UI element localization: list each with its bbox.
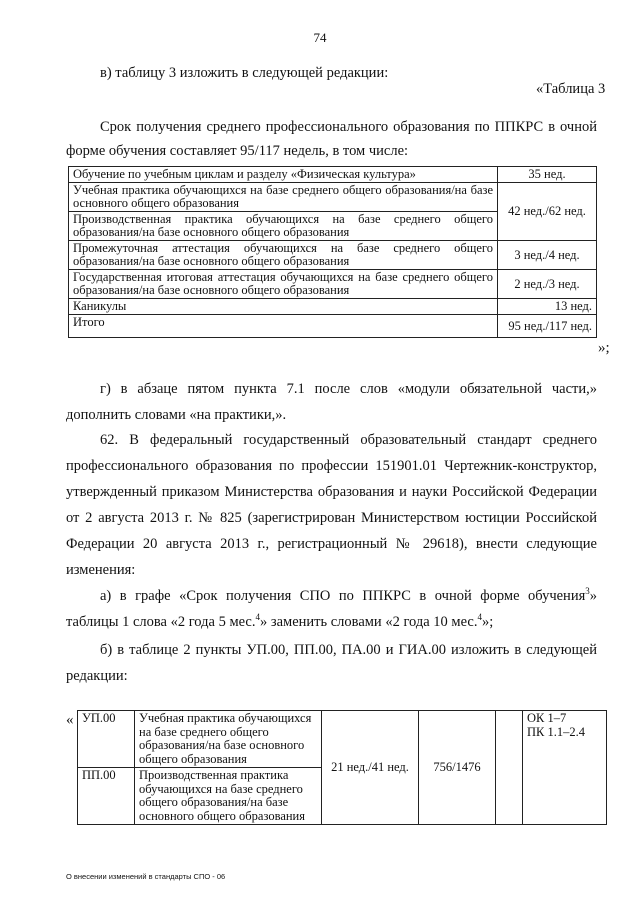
table3-closing-quote: »; <box>598 340 610 356</box>
table-cell: Промежуточная аттестация обучающихся на базе среднего общего образования/на базе основного общего образования <box>69 241 498 270</box>
paragraph-62-line1: 62. В федеральный государственный образовательный стандарт среднего <box>100 432 597 448</box>
page-number: 74 <box>313 30 327 45</box>
paragraph-62-line4: от 2 августа 2013 г. № 825 (зарегистрирован Министерством юстиции Российской <box>66 510 597 526</box>
table-row <box>69 299 597 315</box>
table-row <box>69 167 597 183</box>
table-cell <box>496 711 523 825</box>
page-footer: О внесении изменений в стандарты СПО - 06 <box>66 872 226 881</box>
table-cell: 95 нед./117 нед. <box>498 315 597 338</box>
paragraph-62-line2: профессионального образования по профессии 151901.01 Чертежник-конструктор, <box>66 458 597 474</box>
table-cell: 21 нед./41 нед. <box>322 711 419 825</box>
table-cell: Итого <box>69 315 498 338</box>
table-row <box>69 270 597 299</box>
table3-caption: «Таблица 3 <box>536 81 606 97</box>
table-cell: 42 нед./62 нед. <box>498 183 597 241</box>
table-cell: Каникулы <box>69 299 498 315</box>
paragraph-duration-line2: форме обучения составляет 95/117 недель, в том числе: <box>66 143 409 159</box>
paragraph-duration-line1: Срок получения среднего профессионального образования по ППКРС в очной <box>100 119 597 135</box>
paragraph-62-line6: изменения: <box>66 562 136 578</box>
table-cell: Производственная практика обучающихся на базе среднего общего образования/на базе основного общего образования <box>69 212 498 241</box>
intro-line: в) таблицу 3 изложить в следующей редакции: <box>100 65 389 81</box>
table-row <box>69 183 597 212</box>
table3 <box>68 166 597 338</box>
table-row <box>69 241 597 270</box>
paragraph-b-line2: редакции: <box>66 668 128 684</box>
table-cell: Государственная итоговая аттестация обучающихся на базе среднего общего образования/на базе основного общего образования <box>69 270 498 299</box>
paragraph-g-line1: г) в абзаце пятом пункта 7.1 после слов «модули обязательной части,» <box>100 381 597 397</box>
table-cell <box>523 711 607 825</box>
paragraph-b-line1: б) в таблице 2 пункты УП.00, ПП.00, ПА.00 и ГИА.00 изложить в следующей <box>100 642 597 658</box>
competencies-pk: ПК 1.1–2.4 <box>527 724 585 739</box>
table-cell: Учебная практика обучающихся на базе среднего общего образования/на базе основного общего образования <box>69 183 498 212</box>
table-cell: ПП.00 <box>78 768 135 825</box>
table-cell: 3 нед./4 нед. <box>498 241 597 270</box>
table-cell: 756/1476 <box>419 711 496 825</box>
paragraph-g-line2: дополнить словами «на практики,». <box>66 407 287 423</box>
table-cell: Производственная практика обучающихся на базе среднего общего образования/на базе основного общего образования <box>135 768 322 825</box>
table2-opening-quote: « <box>66 712 74 728</box>
table2-fragment <box>77 710 607 825</box>
table-row <box>69 315 597 338</box>
table-cell: 2 нед./3 нед. <box>498 270 597 299</box>
competencies-ok: ОК 1–7 <box>527 711 567 725</box>
table-cell: УП.00 <box>78 711 135 768</box>
table-cell: 13 нед. <box>498 299 597 315</box>
table-row <box>78 711 607 768</box>
paragraph-62-line3: утвержденный приказом Министерства образования и науки Российской Федерации <box>66 484 597 500</box>
table-cell: Учебная практика обучающихся на базе среднего общего образования/на базе основного общего образования <box>135 711 322 768</box>
paragraph-62-line5: Федерации 20 августа 2013 г., регистрационный № 29618), внести следующие <box>66 536 597 552</box>
table-cell: 35 нед. <box>498 167 597 183</box>
paragraph-a-line1: а) в графе «Срок получения СПО по ППКРС в очной форме обучения$^3$» <box>100 586 597 604</box>
paragraph-a-line2: таблицы 1 слова «2 года 5 мес.$^4$» заменить словами «2 года 10 мес.$^4$»; <box>66 612 494 630</box>
table-cell: Обучение по учебным циклам и разделу «Физическая культура» <box>69 167 498 183</box>
